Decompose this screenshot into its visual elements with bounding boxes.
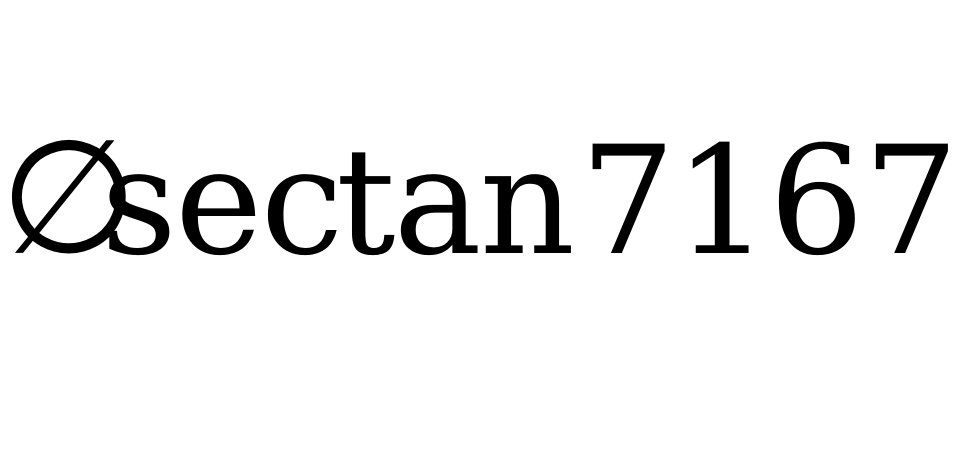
- number-value: 7167: [580, 115, 958, 289]
- secant-function: sec: [101, 116, 342, 288]
- empty-set-symbol: ∅: [0, 106, 136, 290]
- math-expression: [0, 106, 958, 290]
- tangent-function: tan: [336, 116, 574, 288]
